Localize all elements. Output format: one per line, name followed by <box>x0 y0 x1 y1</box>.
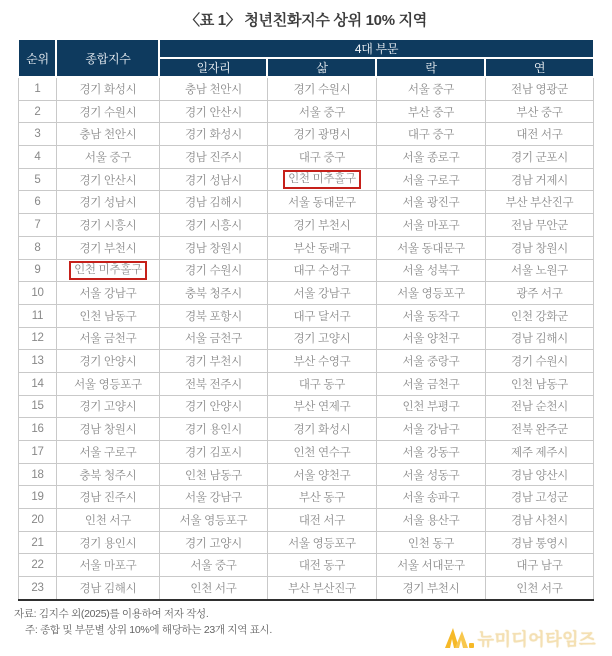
region-cell: 경기 성남시 <box>159 168 267 191</box>
region-cell: 부산 부산진구 <box>485 191 593 214</box>
region-cell: 경기 성남시 <box>56 191 159 214</box>
region-cell: 경남 김해시 <box>159 191 267 214</box>
table-row <box>18 372 593 395</box>
region-cell: 경남 김해시 <box>485 327 593 350</box>
region-cell: 경기 수원시 <box>485 350 593 373</box>
region-cell: 경기 군포시 <box>485 146 593 169</box>
region-cell: 대구 중구 <box>267 146 376 169</box>
region-cell: 서울 종로구 <box>376 146 485 169</box>
region-cell: 부산 중구 <box>376 100 485 123</box>
region-cell: 부산 중구 <box>485 100 593 123</box>
region-cell: 서울 구로구 <box>56 441 159 464</box>
region-cell: 경기 수원시 <box>267 77 376 100</box>
region-cell: 인천 서구 <box>485 577 593 600</box>
region-cell: 광주 서구 <box>485 282 593 305</box>
region-cell: 충북 청주시 <box>159 282 267 305</box>
region-cell: 경기 용인시 <box>56 531 159 554</box>
region-cell: 서울 영등포구 <box>159 509 267 532</box>
region-cell: 경남 고성군 <box>485 486 593 509</box>
region-cell: 서울 동대문구 <box>376 236 485 259</box>
region-cell: 경남 창원시 <box>56 418 159 441</box>
region-cell: 경남 거제시 <box>485 168 593 191</box>
table-row <box>18 100 593 123</box>
region-cell: 서울 금천구 <box>376 372 485 395</box>
rank-cell: 15 <box>18 395 56 418</box>
table-row <box>18 463 593 486</box>
region-cell: 서울 광진구 <box>376 191 485 214</box>
region-cell: 대구 중구 <box>376 123 485 146</box>
region-cell: 서울 동대문구 <box>267 191 376 214</box>
region-cell: 경기 시흥시 <box>56 214 159 237</box>
region-cell: 전남 무안군 <box>485 214 593 237</box>
region-cell: 경남 양산시 <box>485 463 593 486</box>
rank-cell: 21 <box>18 531 56 554</box>
region-cell: 인천 부평구 <box>376 395 485 418</box>
col-header-overall: 종합지수 <box>56 39 159 77</box>
table-row <box>18 554 593 577</box>
region-cell: 서울 중구 <box>267 100 376 123</box>
rank-cell: 2 <box>18 100 56 123</box>
col-header-rak: 락 <box>376 58 485 77</box>
region-cell: 서울 양천구 <box>376 327 485 350</box>
rank-cell: 12 <box>18 327 56 350</box>
rank-cell: 19 <box>18 486 56 509</box>
rank-cell: 23 <box>18 577 56 600</box>
table-row <box>18 531 593 554</box>
region-cell: 서울 노원구 <box>485 259 593 282</box>
region-cell: 경기 고양시 <box>159 531 267 554</box>
region-cell: 경기 수원시 <box>159 259 267 282</box>
region-cell: 경기 부천시 <box>159 350 267 373</box>
table-row <box>18 486 593 509</box>
region-cell: 경기 안산시 <box>56 168 159 191</box>
region-cell: 충북 청주시 <box>56 463 159 486</box>
region-cell: 경기 용인시 <box>159 418 267 441</box>
region-cell: 경기 안산시 <box>159 100 267 123</box>
region-cell: 대구 남구 <box>485 554 593 577</box>
region-cell: 경기 고양시 <box>56 395 159 418</box>
table-header <box>18 39 593 77</box>
region-cell: 전남 순천시 <box>485 395 593 418</box>
table-row <box>18 168 593 191</box>
region-cell: 대구 달서구 <box>267 304 376 327</box>
region-cell <box>56 259 159 282</box>
rank-cell: 3 <box>18 123 56 146</box>
region-cell: 충남 천안시 <box>159 77 267 100</box>
region-cell: 인천 서구 <box>159 577 267 600</box>
region-cell: 전북 완주군 <box>485 418 593 441</box>
table-row <box>18 509 593 532</box>
region-cell: 서울 양천구 <box>267 463 376 486</box>
table-row <box>18 236 593 259</box>
region-cell: 서울 마포구 <box>56 554 159 577</box>
rank-cell: 6 <box>18 191 56 214</box>
region-cell: 경남 사천시 <box>485 509 593 532</box>
table-row <box>18 146 593 169</box>
region-cell: 경기 화성시 <box>56 77 159 100</box>
publisher-watermark <box>444 625 596 650</box>
table-row <box>18 395 593 418</box>
region-cell: 서울 영등포구 <box>56 372 159 395</box>
rank-cell: 8 <box>18 236 56 259</box>
region-cell: 경기 부천시 <box>267 214 376 237</box>
region-cell: 경기 안양시 <box>56 350 159 373</box>
table-row <box>18 77 593 100</box>
region-cell: 대전 동구 <box>267 554 376 577</box>
rank-cell: 18 <box>18 463 56 486</box>
rank-cell: 17 <box>18 441 56 464</box>
rank-cell: 20 <box>18 509 56 532</box>
region-cell: 경남 진주시 <box>56 486 159 509</box>
watermark-text: 뉴미디어타임즈 <box>477 630 596 649</box>
table-row <box>18 282 593 305</box>
table-row <box>18 214 593 237</box>
region-cell: 경기 화성시 <box>267 418 376 441</box>
region-cell: 서울 강남구 <box>376 418 485 441</box>
region-cell: 경기 김포시 <box>159 441 267 464</box>
table-row <box>18 577 593 600</box>
rank-cell: 5 <box>18 168 56 191</box>
region-cell: 충남 천안시 <box>56 123 159 146</box>
region-cell: 경기 광명시 <box>267 123 376 146</box>
table-row <box>18 304 593 327</box>
region-cell: 인천 서구 <box>56 509 159 532</box>
region-cell: 경남 창원시 <box>159 236 267 259</box>
col-header-job: 일자리 <box>159 58 267 77</box>
newmedia-logo-icon <box>444 626 474 650</box>
table-row <box>18 418 593 441</box>
region-cell: 인천 강화군 <box>485 304 593 327</box>
region-cell: 부산 수영구 <box>267 350 376 373</box>
rank-cell: 16 <box>18 418 56 441</box>
region-cell: 서울 금천구 <box>159 327 267 350</box>
youth-index-table <box>17 38 594 601</box>
region-cell: 서울 금천구 <box>56 327 159 350</box>
region-cell: 대전 서구 <box>485 123 593 146</box>
region-cell: 서울 서대문구 <box>376 554 485 577</box>
region-cell: 대구 수성구 <box>267 259 376 282</box>
region-cell: 경기 부천시 <box>56 236 159 259</box>
region-cell: 서울 강남구 <box>159 486 267 509</box>
region-cell: 부산 동래구 <box>267 236 376 259</box>
region-cell: 전남 영광군 <box>485 77 593 100</box>
highlight-box: 인천 미추홀구 <box>69 261 147 280</box>
rank-cell: 13 <box>18 350 56 373</box>
region-cell <box>267 168 376 191</box>
region-cell: 제주 제주시 <box>485 441 593 464</box>
table-row <box>18 191 593 214</box>
region-cell: 서울 영등포구 <box>267 531 376 554</box>
region-cell: 경기 안양시 <box>159 395 267 418</box>
table-row <box>18 327 593 350</box>
rank-cell: 11 <box>18 304 56 327</box>
region-cell: 인천 동구 <box>376 531 485 554</box>
display-note: 주: 종합 및 부문별 상위 10%에 해당하는 23개 지역 표시. <box>25 623 273 636</box>
rank-cell: 14 <box>18 372 56 395</box>
table-row <box>18 441 593 464</box>
highlight-box: 인천 미추홀구 <box>283 170 361 189</box>
region-cell: 부산 동구 <box>267 486 376 509</box>
region-cell: 서울 용산구 <box>376 509 485 532</box>
col-header-yeon: 연 <box>485 58 593 77</box>
region-cell: 대전 서구 <box>267 509 376 532</box>
region-cell: 서울 성북구 <box>376 259 485 282</box>
rank-cell: 10 <box>18 282 56 305</box>
region-cell: 부산 연제구 <box>267 395 376 418</box>
region-cell: 서울 중구 <box>56 146 159 169</box>
rank-cell: 9 <box>18 259 56 282</box>
rank-cell: 1 <box>18 77 56 100</box>
region-cell: 서울 강동구 <box>376 441 485 464</box>
col-header-rank: 순위 <box>18 39 56 77</box>
region-cell: 경남 통영시 <box>485 531 593 554</box>
region-cell: 경기 화성시 <box>159 123 267 146</box>
rank-cell: 4 <box>18 146 56 169</box>
region-cell: 서울 강남구 <box>267 282 376 305</box>
region-cell: 서울 강남구 <box>56 282 159 305</box>
region-cell: 대구 동구 <box>267 372 376 395</box>
region-cell: 서울 영등포구 <box>376 282 485 305</box>
col-header-group: 4대 부문 <box>159 39 593 58</box>
region-cell: 서울 마포구 <box>376 214 485 237</box>
region-cell: 인천 연수구 <box>267 441 376 464</box>
region-cell: 경남 진주시 <box>159 146 267 169</box>
col-header-life: 삶 <box>267 58 376 77</box>
region-cell: 서울 중랑구 <box>376 350 485 373</box>
region-cell: 전북 전주시 <box>159 372 267 395</box>
region-cell: 경남 김해시 <box>56 577 159 600</box>
region-cell: 부산 부산진구 <box>267 577 376 600</box>
region-cell: 서울 성동구 <box>376 463 485 486</box>
region-cell: 경남 창원시 <box>485 236 593 259</box>
page-title: 〈표 1〉 청년친화지수 상위 10% 지역 <box>185 12 427 29</box>
region-cell: 경기 고양시 <box>267 327 376 350</box>
region-cell: 경기 부천시 <box>376 577 485 600</box>
table-row <box>18 123 593 146</box>
region-cell: 경기 수원시 <box>56 100 159 123</box>
region-cell: 경기 시흥시 <box>159 214 267 237</box>
region-cell: 인천 남동구 <box>159 463 267 486</box>
table-row <box>18 350 593 373</box>
rank-cell: 22 <box>18 554 56 577</box>
region-cell: 서울 중구 <box>159 554 267 577</box>
table-body <box>18 77 593 600</box>
region-cell: 서울 동작구 <box>376 304 485 327</box>
table-row <box>18 259 593 282</box>
region-cell: 서울 중구 <box>376 77 485 100</box>
region-cell: 인천 남동구 <box>56 304 159 327</box>
region-cell: 서울 구로구 <box>376 168 485 191</box>
region-cell: 인천 남동구 <box>485 372 593 395</box>
region-cell: 경북 포항시 <box>159 304 267 327</box>
source-note: 자료: 김지수 외(2025)를 이용하여 저자 작성. <box>14 607 209 620</box>
rank-cell: 7 <box>18 214 56 237</box>
region-cell: 서울 송파구 <box>376 486 485 509</box>
